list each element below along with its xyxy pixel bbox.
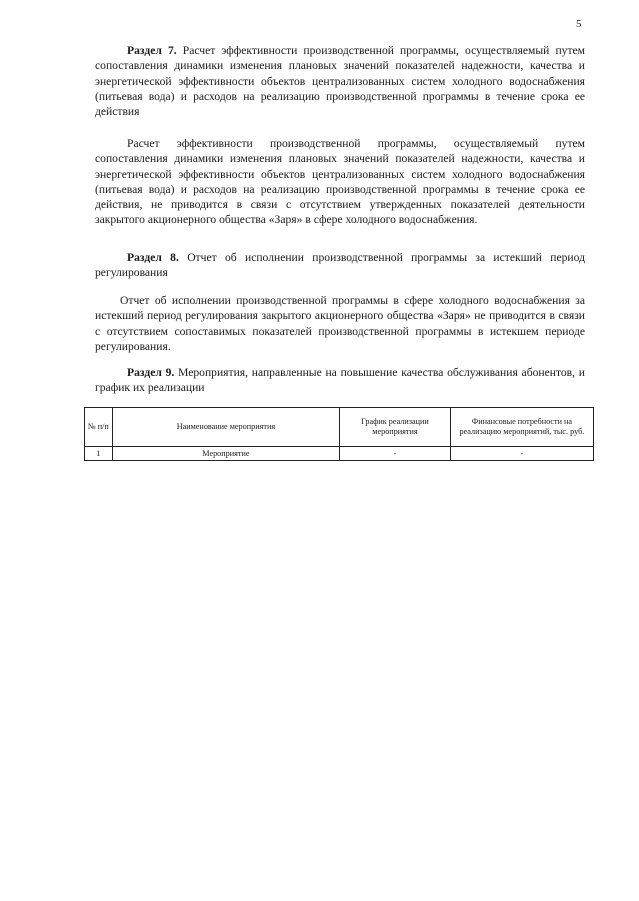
section-7-heading [95,43,585,119]
cell-number: 1 [85,447,113,461]
section-7-label: Раздел 7. [127,44,177,57]
table-header-row [85,408,594,447]
table-row [85,447,594,461]
section-8-paragraph: Отчет об исполнении производственной программы в сфере холодного водоснабжения за истекший период регулирования закрытого акционерного общества «Заря» не приводится в связи с отсутствием сопоставимых показателей производственной программы в истекшем периоде регулирования. [95,294,585,353]
section-8-label: Раздел 8. [127,251,179,264]
header-schedule: График реализации мероприятия [340,408,451,447]
cell-finance: - [450,447,593,461]
section-7-paragraph: Расчет эффективности производственной программы, осуществляемый путем сопоставления динамики изменения плановых значений показателей надежности, качества и энергетической эффективности объектов централизованных систем холодного водоснабжения (питьевая вода) и расходов на реализацию производственной программы в течение срока ее действия, не приводится в связи с отсутствием утвержденных показателей деятельности закрытого акционерного общества «Заря» в сфере холодного водоснабжения. [95,137,585,227]
section-8-title: Отчет об исполнении производственной программы за истекший период регулирования [95,251,585,280]
section-9-title: Мероприятия, направленные на повышение качества обслуживания абонентов, и график их реализации [95,366,586,395]
section-9-label: Раздел 9. [127,366,175,379]
cell-name: Мероприятие [112,447,339,461]
section-9-heading [95,365,585,396]
header-finance: Финансовые потребности на реализацию мероприятий, тыс. руб. [450,408,593,447]
page-number: 5 [576,18,582,30]
section-7-body [95,136,585,228]
measures-table [84,407,594,461]
section-8-body [95,293,585,354]
header-number: № п/п [85,408,113,447]
section-8-heading [95,250,585,281]
cell-schedule: - [340,447,451,461]
section-7-title: Расчет эффективности производственной программы, осуществляемый путем сопоставления динамики изменения плановых значений показателей надежности, качества и энергетической эффективности объектов централизованных систем холодного водоснабжения (питьевая вода) и расходов на реализацию производственной программы в течение срока ее действия [95,44,586,119]
header-name: Наименование мероприятия [112,408,339,447]
